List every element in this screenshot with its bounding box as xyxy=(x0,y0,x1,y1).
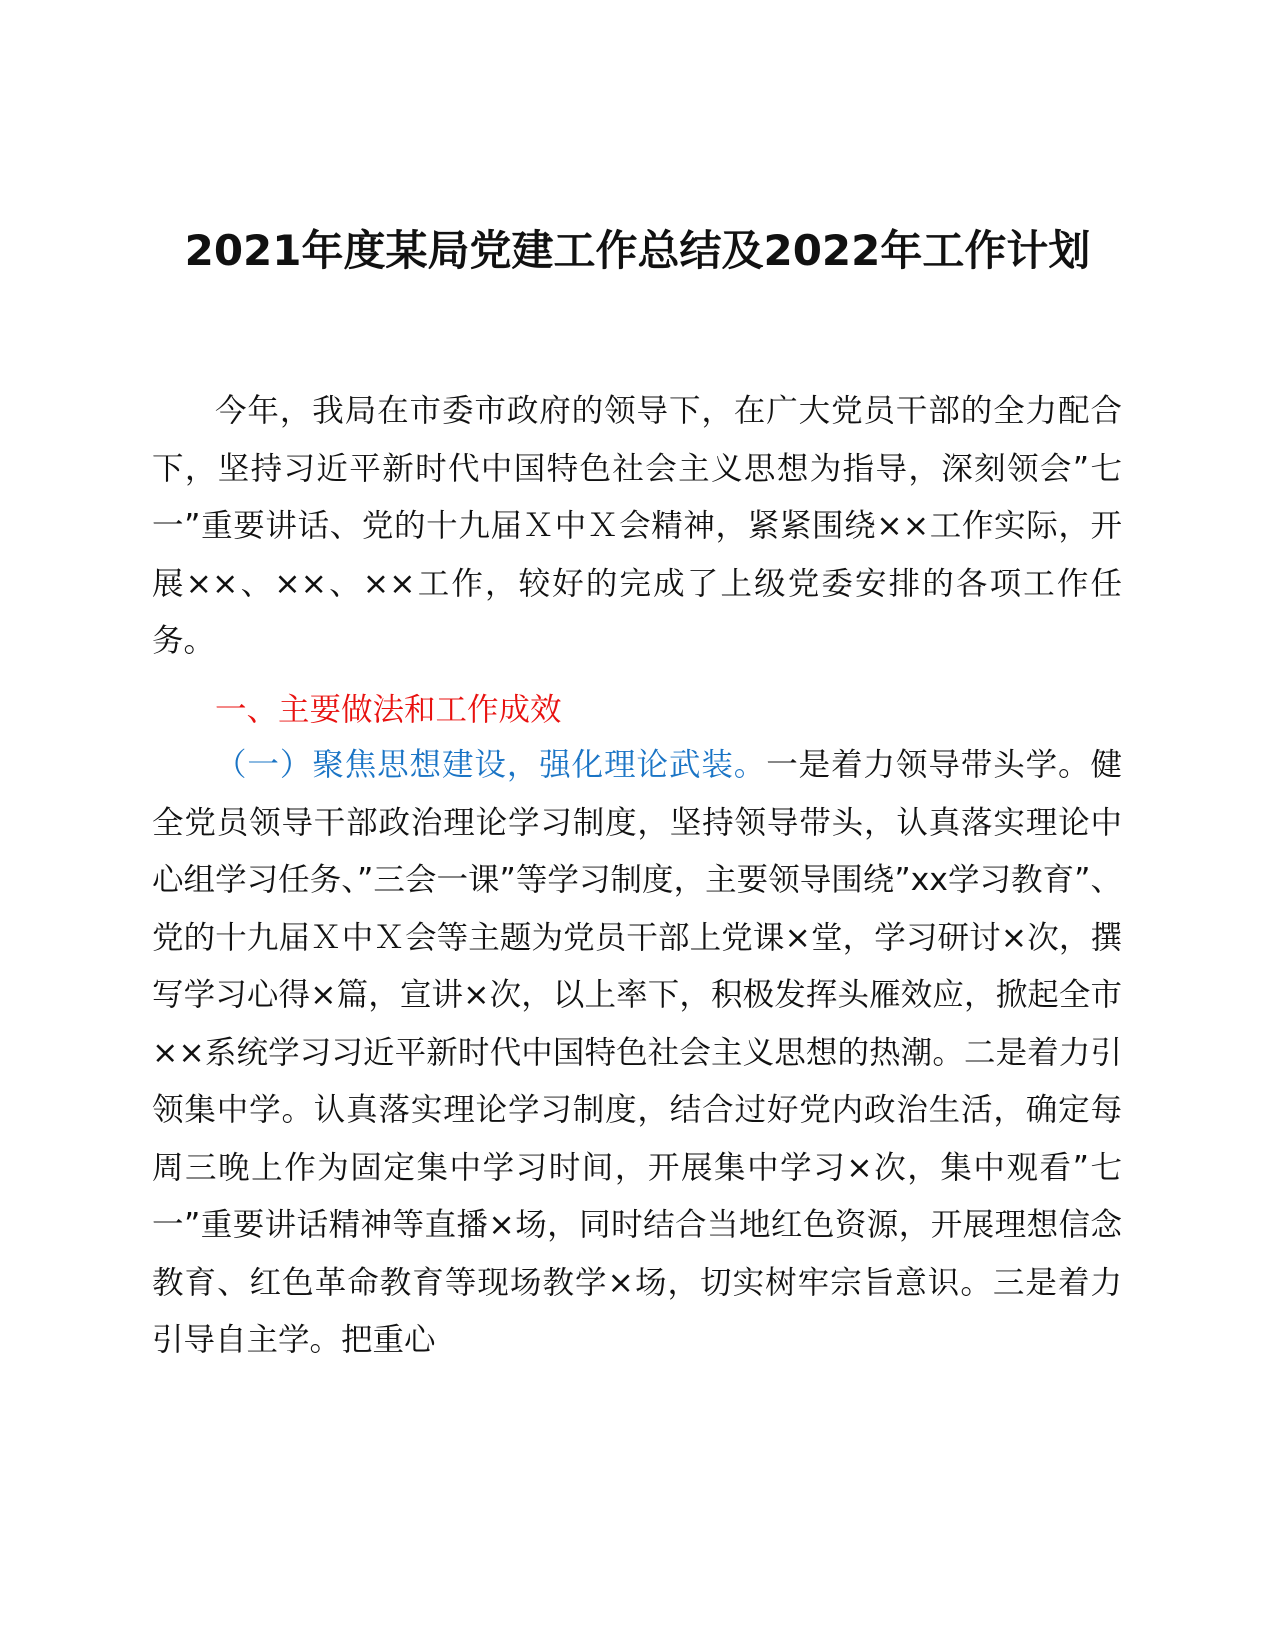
section-heading-main-practices: 一、主要做法和工作成效 xyxy=(215,692,562,728)
paragraph-body-text: 一是着力领导带头学。健全党员领导干部政治理论学习制度，坚持领导带头，认真落实理论中心组学习任务、”三会一课”等学习制度，主要领导围绕”xx学习教育”、党的十九届Ｘ中Ｘ会等主题为党员干部上党课×堂，学习研讨×次，撰写学习心得×篇，宣讲×次，以上率下，积极发挥头雁效应，掀起全市××系统学习习近平新时代中国特色社会主义思想的热潮。二是着力引领集中学。认真落实理论学习制度，结合过好党内政治生活，确定每周三晚上作为固定集中学习时间，开展集中学习×次，集中观看”七一”重要讲话精神等直播×场，同时结合当地红色资源，开展理想信念教育、红色革命教育等现场教学×场，切实树牢宗旨意识。三是着力引导自主学。把重心 xyxy=(152,747,1122,1358)
document-title: 2021年度某局党建工作总结及2022年工作计划 xyxy=(184,226,1091,275)
paragraph-ideological-building xyxy=(152,737,1122,1370)
sub-heading-ideological-building: （一）聚焦思想建设，强化理论武装。 xyxy=(215,747,767,783)
intro-paragraph: 今年，我局在市委市政府的领导下，在广大党员干部的全力配合下，坚持习近平新时代中国特色社会主义思想为指导，深刻领会”七一”重要讲话、党的十九届Ｘ中Ｘ会精神，紧紧围绕××工作实际，开展××、××、××工作，较好的完成了上级党委安排的各项工作任务。 xyxy=(152,393,1122,659)
